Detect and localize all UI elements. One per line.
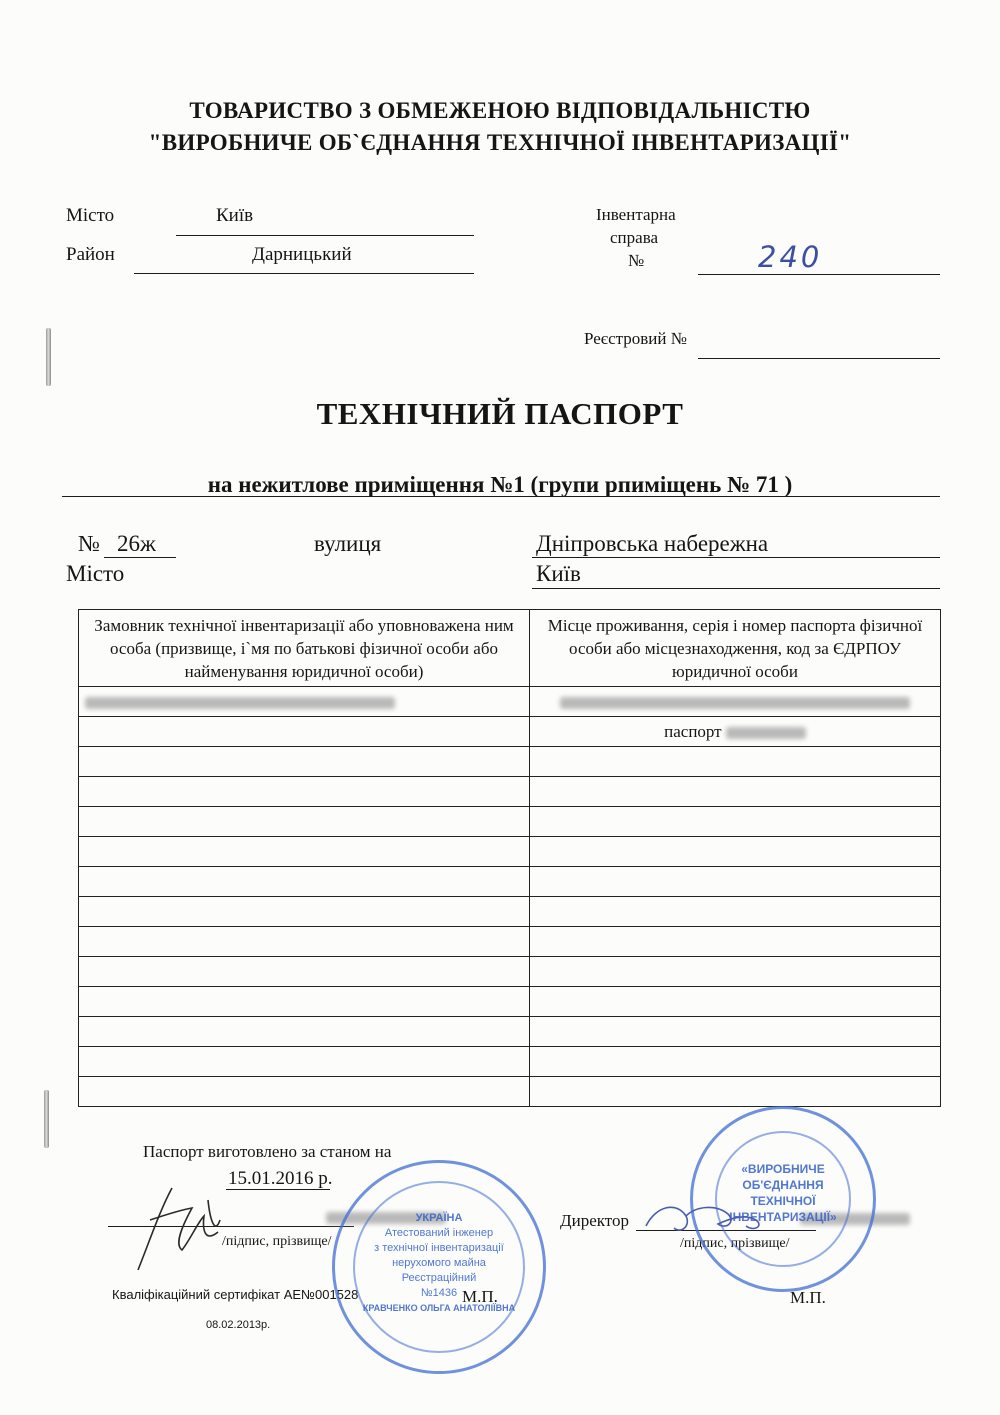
table-row [79,927,941,957]
house-number-label: № [78,531,100,556]
address-city-underline [532,588,940,589]
district-value: Дарницький [252,244,352,265]
customer-address-redacted [530,687,941,717]
right-signature-caption: /підпис, прізвище/ [680,1236,790,1251]
table-row [79,687,941,717]
engineer-stamp-line: Атестований інженер [384,1227,494,1239]
director-signature-scribble [636,1196,786,1246]
district-label: Район [66,244,115,265]
table-row [79,747,941,777]
street-label: вулиця [314,531,382,556]
house-number-value: 26ж [117,531,156,556]
left-signature-scribble [120,1180,240,1280]
director-label: Директор [560,1211,629,1230]
passport-number-redacted [726,727,806,739]
engineer-stamp-line: №1436 [420,1287,458,1299]
prepared-date: 15.01.2016 р. [228,1168,333,1189]
document-title: ТЕХНІЧНИЙ ПАСПОРТ [316,396,684,431]
table-row [79,957,941,987]
table-row [79,1017,941,1047]
table-row [79,807,941,837]
binding-mark [46,328,51,386]
registry-underline [698,358,940,359]
table-row [79,987,941,1017]
binding-mark [44,1090,49,1148]
table-row [79,777,941,807]
engineer-stamp-line: УКРАЇНА [415,1212,463,1224]
address-city-label: Місто [66,561,125,586]
city-label: Місто [66,205,115,226]
certificate-date: 08.02.2013р. [206,1319,271,1331]
address-column-header: Місце проживання, серія і номер паспорта фізичної особи або місцезнаходження, код за ЄДРПОУ юридичної особи [530,610,941,687]
city-underline [176,235,474,236]
org-name-line1: ТОВАРИСТВО З ОБМЕЖЕНОЮ ВІДПОВІДАЛЬНІСТЮ [189,98,811,123]
prepared-label: Паспорт виготовлено за станом на [143,1142,392,1161]
city-value: Київ [216,205,254,226]
table-row [79,1047,941,1077]
engineer-stamp-line: Реєстраційний [401,1272,477,1284]
inventory-underline [698,274,940,275]
street-underline [532,557,940,558]
customer-table [78,609,941,1107]
inventory-label-line1: Інвентарна [596,205,676,224]
customer-name-redacted [79,687,530,717]
prepared-date-underline [226,1189,330,1190]
house-number-underline [104,557,176,558]
table-row [79,837,941,867]
address-city-value: Київ [536,561,581,586]
company-stamp-line: «ВИРОБНИЧЕ [741,1162,825,1176]
right-mp-label: М.П. [790,1288,826,1307]
table-row [79,1077,941,1107]
left-mp-label: М.П. [462,1287,498,1306]
subtitle-underline [62,496,940,497]
inventory-label-line2: справа [610,228,659,247]
engineer-stamp-line: нерухомого майна [392,1257,486,1269]
company-stamp-line: ОБ'ЄДНАННЯ [742,1178,824,1192]
table-row [79,717,941,747]
certificate-text: Кваліфікаційний сертифікат АЕ№001528 [112,1287,359,1302]
left-signature-caption: /підпис, прізвище/ [222,1234,332,1249]
table-row [79,867,941,897]
inventory-number-handwritten: 240 [758,240,823,274]
engineer-stamp-line: КРАВЧЕНКО ОЛЬГА АНАТОЛІЇВНА [362,1303,516,1313]
engineer-stamp-line: з технічної інвентаризації [374,1242,504,1254]
engineer-stamp [332,1160,546,1374]
street-value: Дніпровська набережна [536,531,769,556]
customer-column-header: Замовник технічної інвентаризації або уповноважена ним особа (призвище, і`мя по батькові фізичної особи або найменування юридичної особи) [79,610,530,687]
company-stamp-line: ІНВЕНТАРИЗАЦІЇ» [729,1210,837,1224]
district-underline [134,273,474,274]
table-row [79,897,941,927]
company-stamp-line: ТЕХНІЧНОЇ [750,1194,816,1208]
registry-label: Реєстровий № [584,329,687,348]
org-name-line2: "ВИРОБНИЧЕ ОБ`ЄДНАННЯ ТЕХНІЧНОЇ ІНВЕНТАРИЗАЦІЇ" [148,130,852,155]
inventory-label-line3: № [628,251,645,270]
passport-label: паспорт [664,721,722,741]
document-subtitle: на нежитлове приміщення №1 (групи рпиміщень № 71 ) [207,472,793,497]
